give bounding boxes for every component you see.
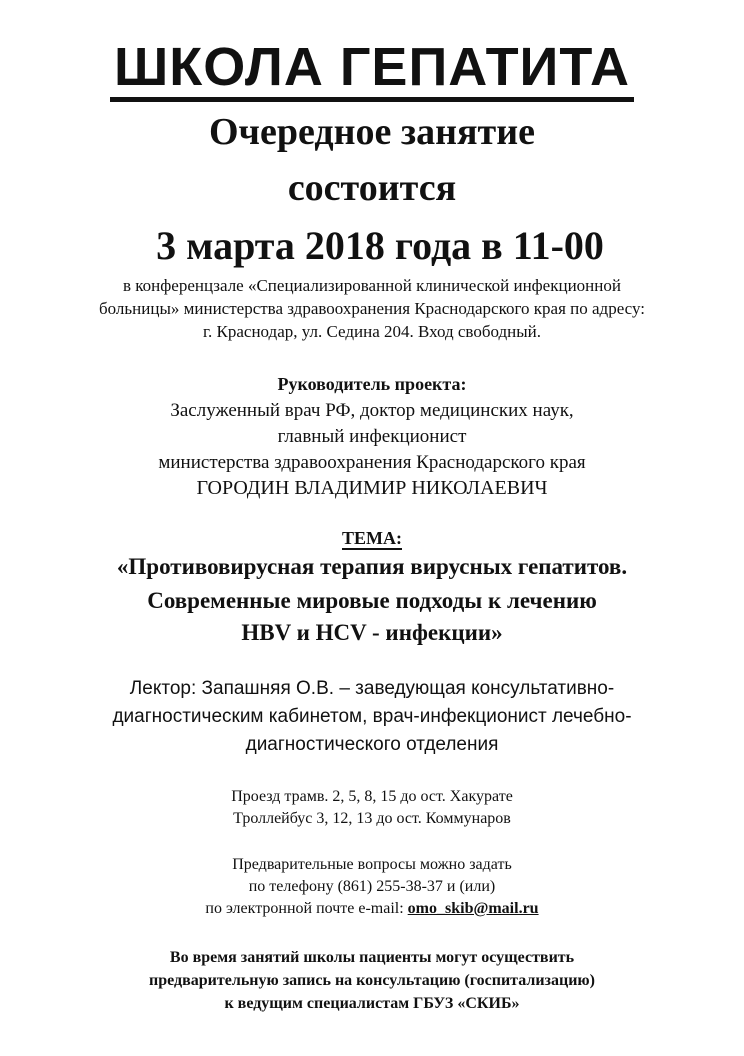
project-head-line-3: министерства здравоохранения Краснодарского края	[158, 452, 586, 473]
theme-label-text: ТЕМА:	[342, 528, 402, 548]
contact-email-line	[0, 898, 744, 920]
lecturer-line-1: Лектор: Запашняя О.В. – заведующая консультативно-	[129, 678, 615, 699]
transit-trolleybus: Троллейбус 3, 12, 13 до ост. Коммунаров	[233, 810, 511, 827]
note-line-3: к ведущим специалистам ГБУЗ «СКИБ»	[224, 995, 520, 1012]
flyer-title	[0, 36, 744, 98]
lecturer-line-3: диагностического отделения	[245, 734, 499, 755]
project-head-line-1: Заслуженный врач РФ, доктор медицинских наук,	[170, 400, 574, 421]
venue-line-1: в конференцзале «Специализированной клинической инфекционной	[123, 276, 621, 295]
venue-line-2: больницы» министерства здравоохранения Краснодарского края по адресу:	[99, 299, 645, 318]
project-head-name: ГОРОДИН ВЛАДИМИР НИКОЛАЕВИЧ	[196, 477, 548, 499]
subtitle-line-2: состоится	[287, 167, 457, 209]
transit-tram: Проезд трамв. 2, 5, 8, 15 до ост. Хакурате	[231, 788, 513, 805]
theme-label	[0, 527, 744, 549]
theme-line-3: HBV и HCV - инфекции»	[241, 620, 503, 645]
contact-email-prefix: по электронной почте e-mail:	[205, 900, 408, 917]
flyer-title-text: ШКОЛА ГЕПАТИТА	[110, 37, 634, 102]
contact-phone: по телефону (861) 255-38-37 и (или)	[248, 878, 496, 895]
event-date: 3 марта 2018 года в 11-00	[156, 223, 604, 268]
note-line-1: Во время занятий школы пациенты могут осуществить	[169, 949, 575, 966]
subtitle-line-1: Очередное занятие	[209, 111, 535, 153]
project-head-label: Руководитель проекта:	[277, 374, 467, 394]
project-head-line-2: главный инфекционист	[277, 426, 467, 447]
contact-email-link[interactable]: omo_skib@mail.ru	[407, 900, 539, 917]
theme-line-1: «Противовирусная терапия вирусных гепатитов.	[116, 554, 628, 579]
note-line-2: предварительную запись на консультацию (госпитализацию)	[149, 972, 595, 989]
theme-line-2: Современные мировые подходы к лечению	[147, 588, 597, 613]
venue-line-3: г. Краснодар, ул. Седина 204. Вход свободный.	[202, 322, 542, 341]
lecturer-line-2: диагностическим кабинетом, врач-инфекционист лечебно-	[112, 706, 632, 727]
contact-line-1: Предварительные вопросы можно задать	[232, 856, 512, 873]
